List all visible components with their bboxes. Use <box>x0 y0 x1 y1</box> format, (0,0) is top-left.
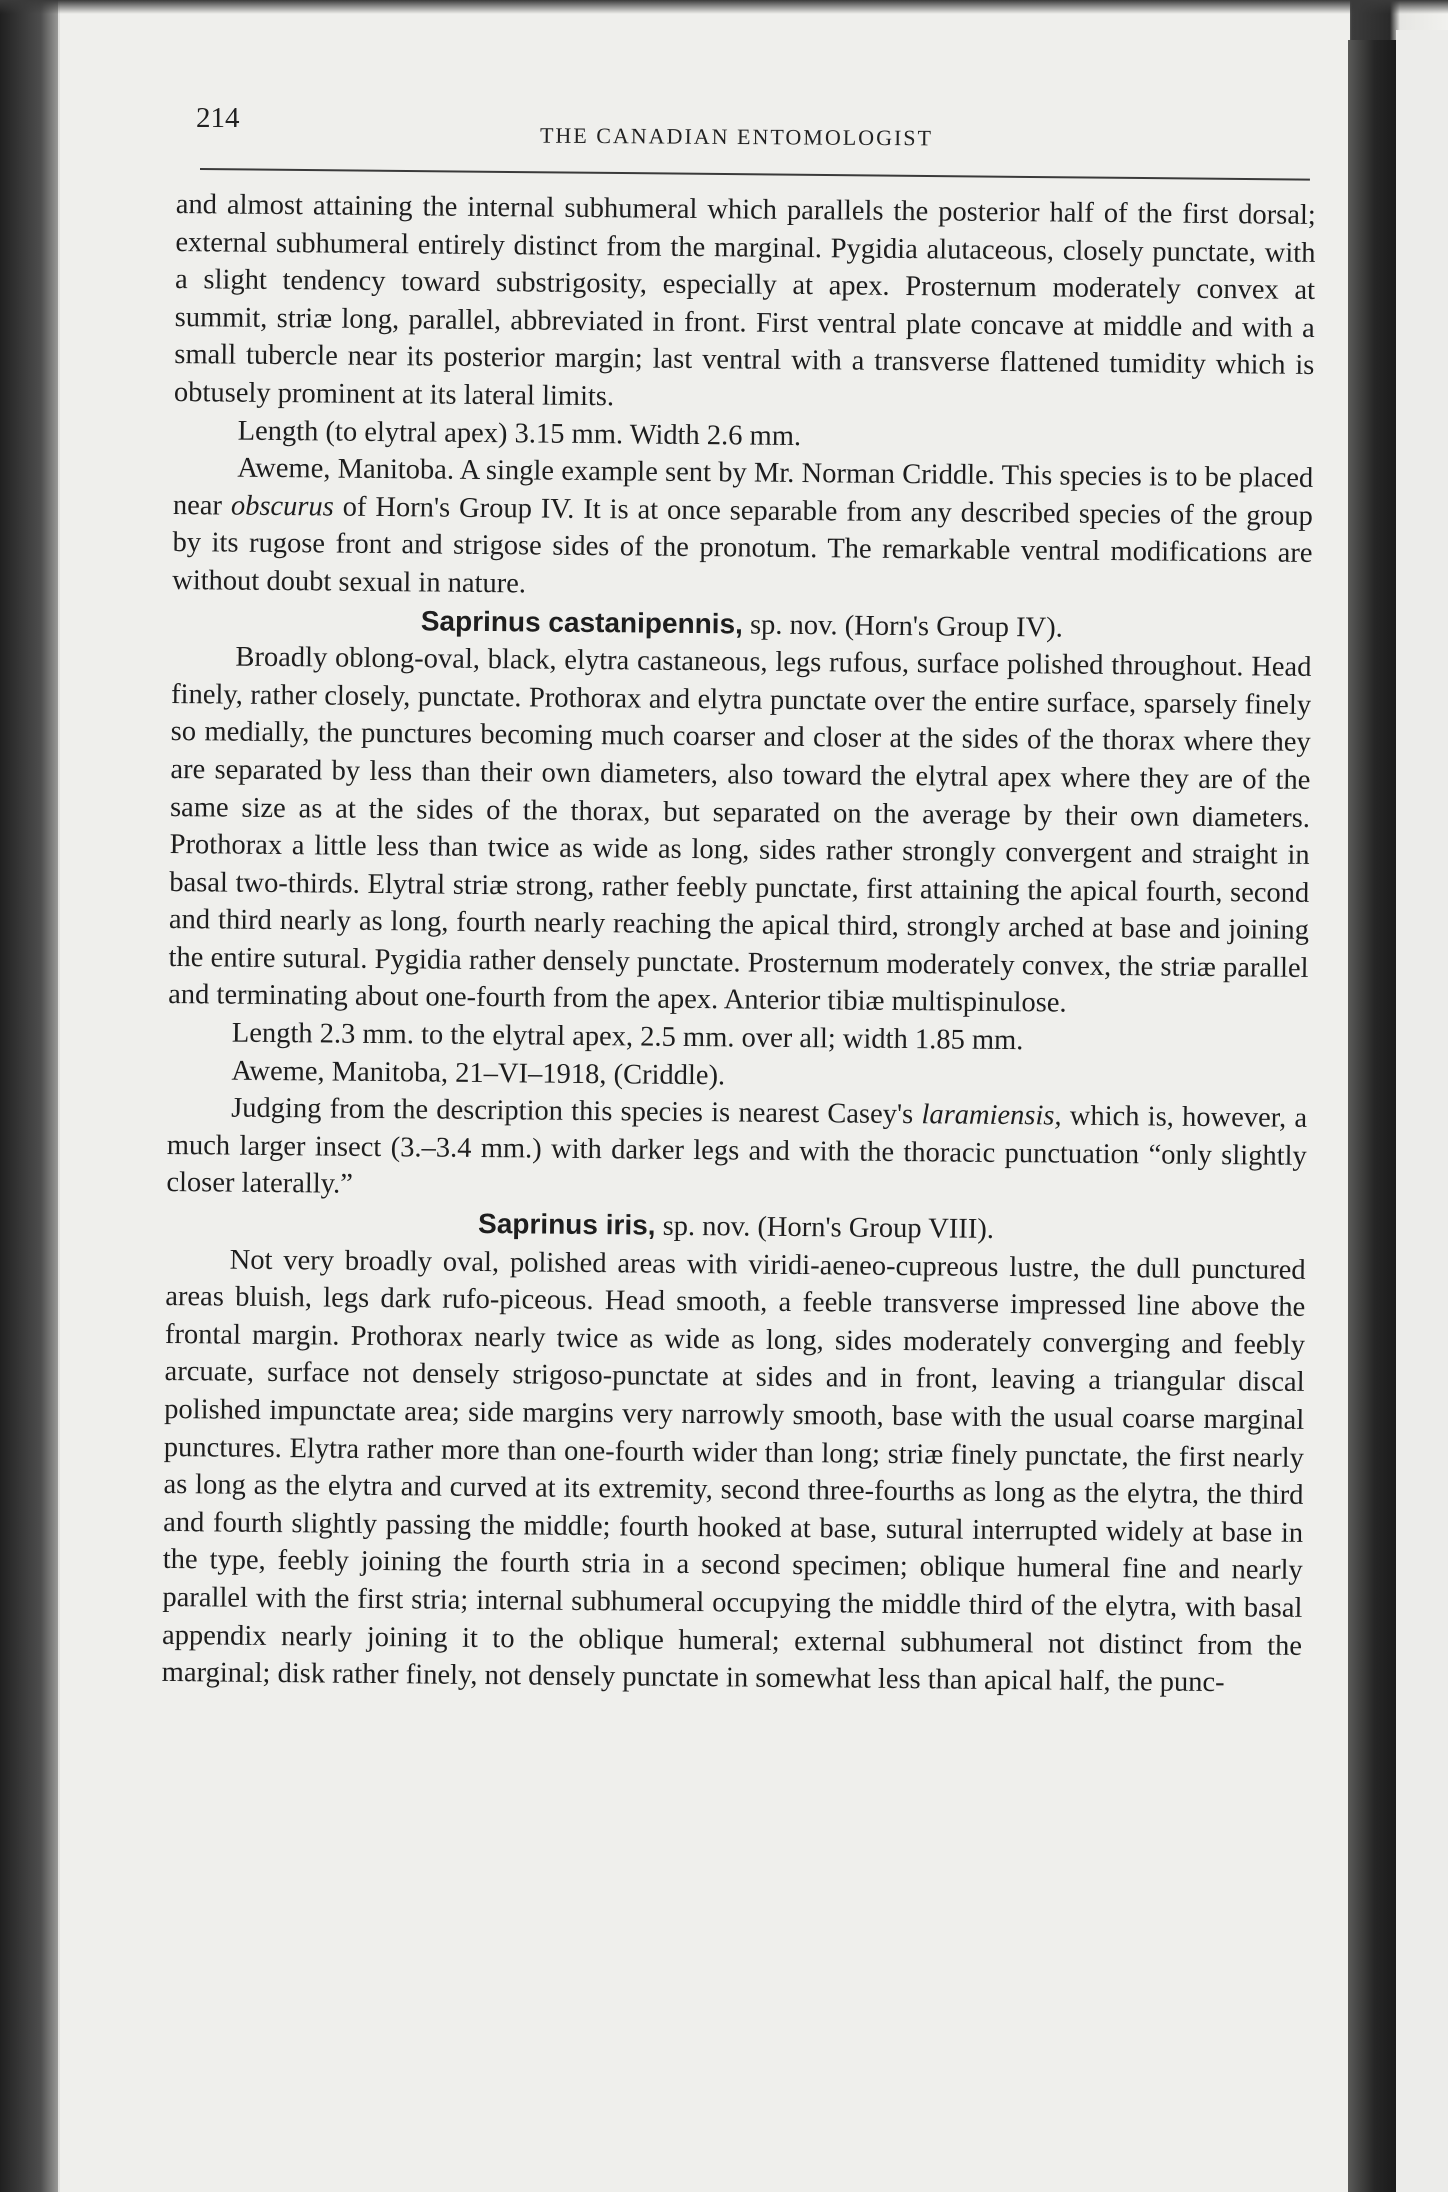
text-run: which is, however, a much larger insect (3.–3.4 mm.) with darker legs and with the thoracic punctuation “only slightly closer laterally.” <box>166 1100 1308 1201</box>
running-head: THE CANADIAN ENTOMOLOGIST <box>539 122 934 151</box>
italic-species-name: laramiensis, <box>921 1099 1062 1132</box>
text-run: Aweme, Manitoba. A single example sent by Mr. Norman Criddle. This species is to be placed near <box>172 452 1314 522</box>
paragraph <box>166 1089 1307 1213</box>
paragraph <box>172 449 1313 610</box>
facing-page-edge <box>1396 30 1448 2192</box>
paragraph-description: Broadly oblong-oval, black, elytra castaneous, legs rufous, surface polished throughout. Head finely, rather closely, punctate. Prothorax and elytra punctate over the entire surface, sparsely finely so medially, the punctures becoming much coarser and closer at the sides of the thorax where they are separated by less than their own diameters, also toward the elytral apex where they are of the same size as at the sides of the thorax, but separated on the average by their own diameters. Prothorax a little less than twice as wide as long, sides rather strongly convergent and straight in basal two-thirds. Elytral striæ strong, rather feebly punctate, first attaining the apical fourth, second and third nearly as long, fourth nearly reaching the apical third, strongly arched at base and joining the entire sutural. Pygidia rather densely punctate. Prosternum moderately convex, the striæ parallel and terminating about one-fourth from the apex. Anterior tibiæ multispinulose. <box>168 641 1312 1020</box>
page-edge-shadow <box>1348 40 1396 2192</box>
paragraph: and almost attaining the internal subhumeral which parallels the posterior half of the first dorsal; external subhumeral entirely distinct from the marginal. Pygidia alutaceous, closely punctate, with a slight tendency toward substrigosity, especially at apex. Prosternum moderately convex at summit, striæ long, parallel, abbreviated in front. First ventral plate concave at middle and with a small tubercle near its posterior margin; last ventral with a transverse flattened tumidity which is obtusely prominent at its lateral limits. <box>173 188 1316 413</box>
top-edge-shadow <box>0 0 1448 14</box>
text-run: of Horn's Group IV. It is at once separable from any described species of the group by its rugose front and strigose sides of the pronotum. The remarkable ventral modifications are without doubt sexual in nature. <box>172 491 1314 600</box>
species-name: Saprinus iris, <box>477 1207 656 1241</box>
book-spine-shadow <box>0 0 58 2192</box>
species-name: Saprinus castanipennis, <box>420 604 744 639</box>
body-text <box>162 186 1316 1703</box>
paragraph-measurements: Length 2.3 mm. to the elytral apex, 2.5 mm. over all; width 1.85 mm. <box>231 1017 1024 1057</box>
text-run: Judging from the description this species is nearest Casey's <box>231 1092 914 1131</box>
species-heading-rest: sp. nov. (Horn's Group IV). <box>749 609 1063 644</box>
species-heading-rest: sp. nov. (Horn's Group VIII). <box>662 1210 995 1245</box>
paragraph-description: Not very broadly oval, polished areas with viridi-aeneo-cupreous lustre, the dull punctured areas bluish, legs dark rufo-piceous. Head smooth, a feeble transverse impressed line above the frontal margin. Prothorax nearly twice as wide as long, sides moderately converging and feebly arcuate, surface not densely strigoso-punctate at sides and in front, leaving a triangular discal polished impunctate area; side margins very narrowly smooth, base with the usual coarse marginal punctures. Elytra rather more than one-fourth wider than long; striæ finely punctate, the first nearly as long as the elytra and curved at its extremity, second three-fourths as long as the elytra, the third and fourth slightly passing the middle; fourth hooked at base, sutural interrupted widely at base in the type, feebly joining the fourth stria in a second specimen; oblique humeral fine and nearly parallel with the first stria; internal subhumeral occupying the middle third of the elytra, with basal appendix nearly joining it to the oblique humeral; external subhumeral not distinct from the marginal; disk rather finely, not densely punctate in somewhat less than apical half, the punc- <box>161 1244 1306 1699</box>
paragraph-measurements: Length (to elytral apex) 3.15 mm. Width 2.6 mm. <box>237 415 802 452</box>
italic-species-name: obscurus <box>230 490 334 523</box>
paragraph-locality: Aweme, Manitoba, 21–VI–1918, (Criddle). <box>231 1055 726 1091</box>
page-number: 214 <box>196 102 240 134</box>
